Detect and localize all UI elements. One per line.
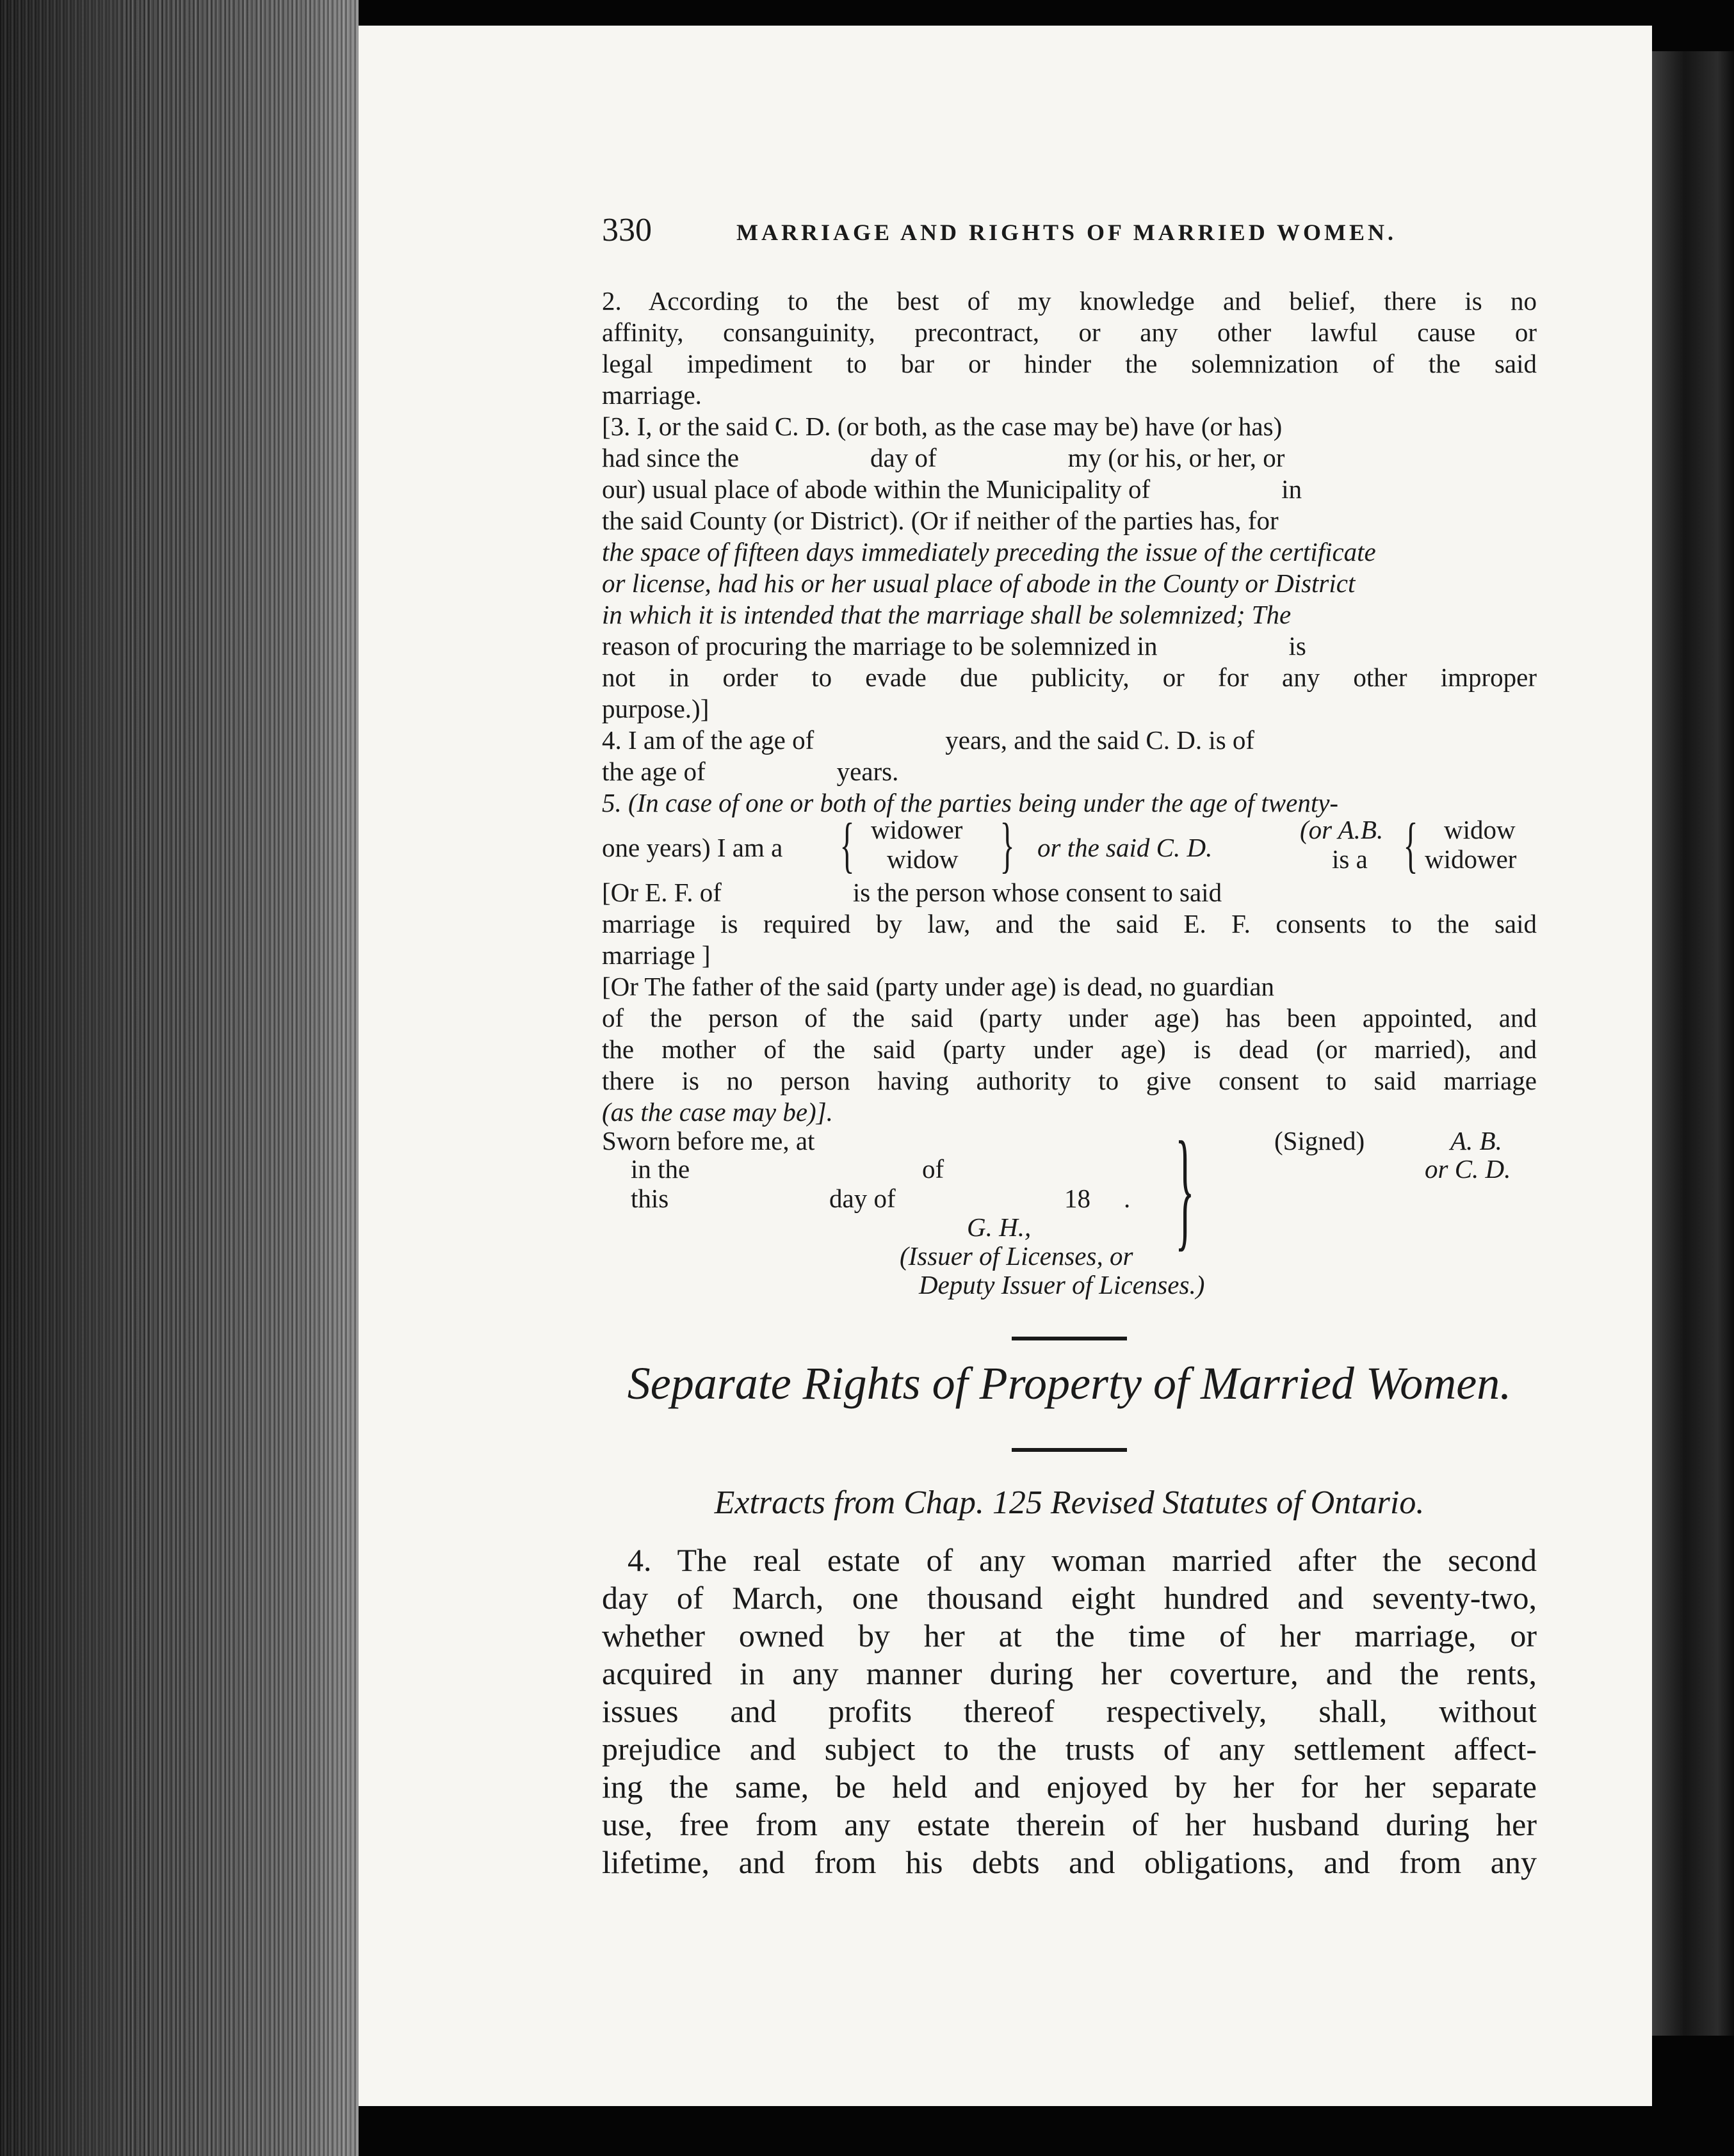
signed-ab: A. B.: [1450, 1126, 1502, 1155]
section-subtitle: Extracts from Chap. 125 Revised Statutes of Ontario.: [714, 1484, 1425, 1521]
oath-line: in which it is intended that the marriage shall be solemnized; The: [602, 600, 1292, 629]
p5-middle: or the said C. D.: [1037, 833, 1213, 862]
oath-line: (as the case may be)].: [602, 1097, 833, 1127]
statute-line: issues and profits thereof respectively, shall, without: [602, 1693, 1537, 1729]
signed-or-cd: or C. D.: [1425, 1154, 1511, 1184]
oath-line: the age of years.: [602, 757, 899, 786]
statute-line: acquired in any manner during her coverture, and the rents,: [602, 1655, 1537, 1691]
oath-line: marriage is required by law, and the said E. F. consents to the said: [602, 909, 1537, 938]
p5-prefix: one years) I am a: [602, 833, 783, 862]
left-brace: {: [839, 810, 855, 879]
statute-line: use, free from any estate therein of her husband during her: [602, 1806, 1537, 1842]
statute-body: [602, 1541, 1537, 1881]
oath-line: reason of procuring the marriage to be solemnized in is: [602, 631, 1306, 661]
running-head: MARRIAGE AND RIGHTS OF MARRIED WOMEN.: [736, 220, 1397, 245]
statute-line: ing the same, be held and enjoyed by her for her separate: [602, 1769, 1537, 1805]
jurat-deputy: Deputy Issuer of Licenses.): [919, 1270, 1205, 1299]
oath-line: purpose.)]: [602, 694, 709, 723]
jurat-this: this: [631, 1184, 669, 1213]
oath-line: of the person of the said (party under age) has been appointed, and: [602, 1003, 1537, 1033]
jurat-day-of: day of: [829, 1184, 896, 1213]
jurat-gh: G. H.,: [967, 1212, 1032, 1242]
p5-option: widow: [887, 844, 959, 874]
jurat-of: of: [922, 1154, 944, 1184]
page-number: 330: [602, 212, 652, 248]
right-brace: }: [1000, 810, 1015, 879]
section-rule: [1012, 1337, 1127, 1340]
jurat-brace: }: [1175, 1114, 1195, 1263]
oath-line: [Or The father of the said (party under age) is dead, no guardian: [602, 972, 1275, 1001]
oath-line: 4. I am of the age of years, and the said C. D. is of: [602, 725, 1255, 755]
oath-line: 2. According to the best of my knowledge and belief, there is no: [602, 286, 1537, 316]
left-brace: {: [1403, 810, 1418, 879]
jurat-issuer: (Issuer of Licenses, or: [900, 1241, 1133, 1271]
oath-line: legal impediment to bar or hinder the solemnization of the said: [602, 349, 1537, 378]
statute-line: prejudice and subject to the trusts of any settlement affect-: [602, 1731, 1537, 1767]
p5-or-ab: (or A.B.: [1300, 815, 1384, 844]
p5-is-a: is a: [1332, 844, 1368, 874]
statute-line: lifetime, and from his debts and obligations, and from any: [602, 1844, 1537, 1880]
oath-line: [3. I, or the said C. D. (or both, as the case may be) have (or has): [602, 412, 1283, 441]
oath-line: marriage.: [602, 380, 702, 410]
jurat-dot: .: [1124, 1184, 1131, 1213]
oath-line: affinity, consanguinity, precontract, or any other lawful cause or: [602, 318, 1537, 347]
jurat-sworn: Sworn before me, at: [602, 1126, 815, 1155]
oath-line: had since the day of my (or his, or her, or: [602, 443, 1285, 472]
statute-line: 4. The real estate of any woman married after the second: [628, 1542, 1537, 1578]
book-page-edges-left: [0, 0, 359, 2156]
jurat-year: 18: [1064, 1184, 1090, 1213]
oath-line: or license, had his or her usual place of abode in the County or District: [602, 568, 1356, 598]
oath-line: the said County (or District). (Or if neither of the parties has, for: [602, 506, 1279, 535]
book-page-edge-right: [1652, 51, 1734, 2036]
p5-option: widower: [871, 815, 963, 844]
oath-line: [Or E. F. of is the person whose consent to said: [602, 878, 1222, 907]
signed-label: (Signed): [1274, 1126, 1365, 1155]
oath-line: the mother of the said (party under age) is dead (or married), and: [602, 1034, 1537, 1064]
oath-line: not in order to evade due publicity, or for any other improper: [602, 663, 1537, 692]
oath-line: marriage ]: [602, 940, 711, 970]
oath-line: our) usual place of abode within the Municipality of in: [602, 474, 1302, 504]
section-title: Separate Rights of Property of Married Women.: [627, 1358, 1512, 1409]
statute-line: whether owned by her at the time of her marriage, or: [602, 1618, 1537, 1653]
oath-line: 5. (In case of one or both of the parties being under the age of twenty-: [602, 788, 1339, 817]
statute-line: day of March, one thousand eight hundred and seventy-two,: [602, 1580, 1537, 1616]
oath-line: the space of fifteen days immediately preceding the issue of the certificate: [602, 537, 1376, 567]
p5-option: widow: [1444, 815, 1516, 844]
oath-line: there is no person having authority to give consent to said marriage: [602, 1066, 1537, 1095]
jurat-in-the: in the: [631, 1154, 690, 1184]
section-rule: [1012, 1448, 1127, 1452]
p5-option: widower: [1425, 844, 1517, 874]
